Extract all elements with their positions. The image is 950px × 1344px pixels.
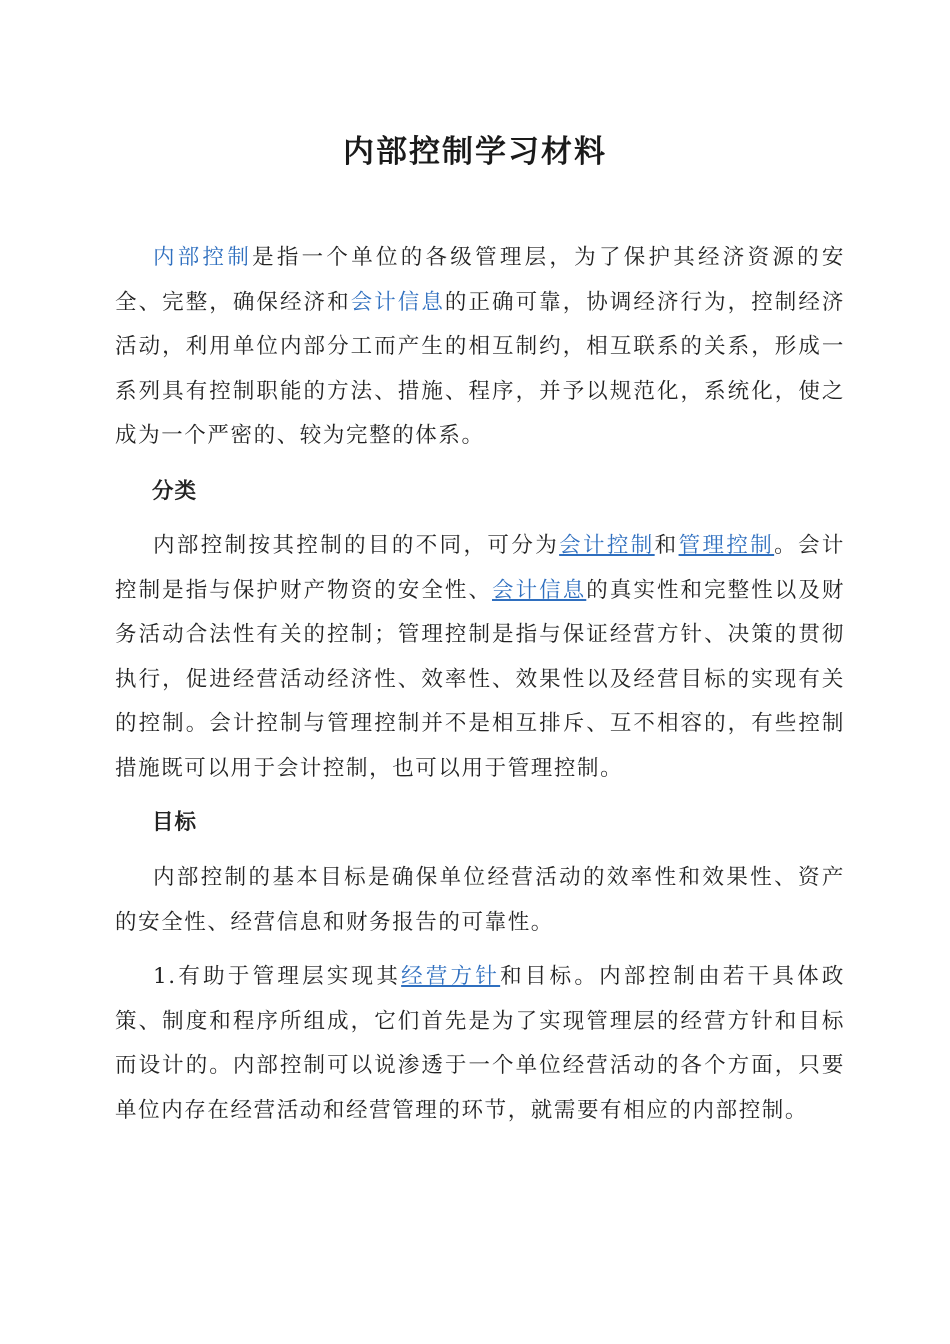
classification-text-1: 内部控制按其控制的目的不同，可分为 [153, 533, 560, 558]
classification-paragraph [115, 524, 845, 791]
intro-text-2: 的正确可靠，协调经济行为，控制经济活动，利用单位内部分工而产生的相互制约，相互联系的关系，形成一系列具有控制职能的方法、措施、程序，并予以规范化，系统化，使之成为一个严密的、较为完整的体系。 [115, 289, 846, 448]
section-heading-classification: 分类 [152, 479, 198, 504]
classification-text-4: 的真实性和完整性以及财务活动合法性有关的控制；管理控制是指与保证经营方针、决策的贯彻执行，促进经营活动经济性、效率性、效果性以及经营目标的实现有关的控制。会计控制与管理控制并不是相互排斥、互不相容的，有些控制措施既可以用于会计控制，也可以用于管理控制。 [115, 577, 846, 781]
business-policy-link[interactable]: 经营方针 [401, 964, 501, 989]
classification-text-3: 。会计控制是指与保护财产物资的安全性、 [115, 533, 846, 603]
section-heading-objectives: 目标 [152, 810, 198, 835]
accounting-info-link[interactable]: 会计信息 [350, 289, 445, 315]
management-control-link[interactable]: 管理控制 [678, 533, 775, 558]
page-title: 内部控制学习材料 [343, 134, 607, 170]
classification-text-2: 和 [654, 533, 679, 558]
objective-item-1-text-2: 和目标。内部控制由若干具体政策、制度和程序所组成，它们首先是为了实现管理层的经营方针和目标而设计的。内部控制可以说渗透于一个单位经营活动的各个方面，只要单位内存在经营活动和经营管理的环节，就需要有相应的内部控制。 [115, 964, 845, 1123]
intro-text-1: 是指一个单位的各级管理层，为了保护其经济资源的安全、完整，确保经济和 [115, 245, 846, 315]
accounting-info-link-2[interactable]: 会计信息 [492, 577, 587, 603]
internal-control-link[interactable]: 内部控制 [153, 245, 253, 270]
accounting-control-link[interactable]: 会计控制 [559, 533, 655, 558]
objective-item-1-text-1: 1.有助于管理层实现其 [153, 964, 402, 989]
objective-item-1 [115, 955, 845, 1133]
intro-paragraph [115, 236, 845, 459]
objectives-paragraph: 内部控制的基本目标是确保单位经营活动的效率性和效果性、资产的安全性、经营信息和财务报告的可靠性。 [115, 865, 845, 935]
